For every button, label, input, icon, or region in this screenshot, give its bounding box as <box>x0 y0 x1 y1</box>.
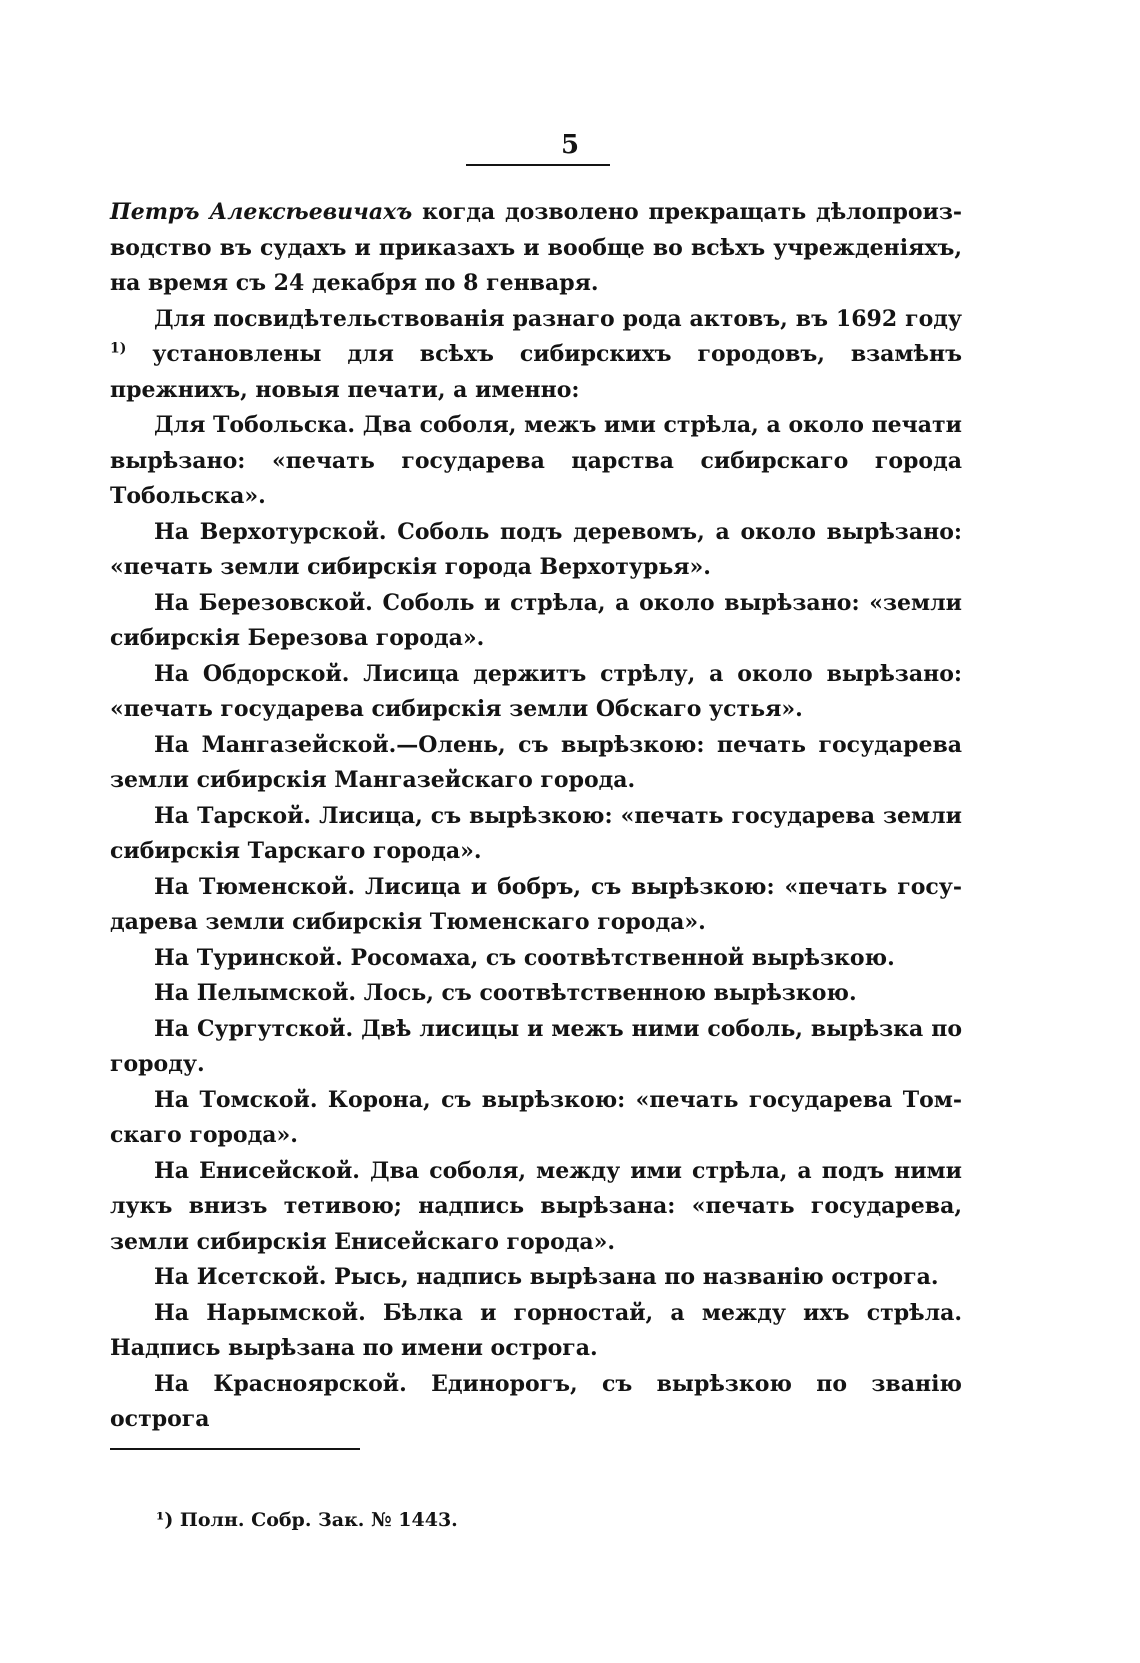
paragraph: На Исетской. Рысь, надпись вырѣзана по названію острога. <box>154 1264 939 1290</box>
paragraph: На Тарской. Лисица, съ вырѣзкою: «печать государева земли сибирскія Тарскаго города». <box>110 802 962 864</box>
footnote-text: Полн. Собр. Зак. № 1443. <box>173 1509 458 1531</box>
paragraph: На Мангазейской.—Олень, съ вырѣзкою: печать государева земли сибирскія Мангазейскаго города. <box>110 731 962 793</box>
footnote-rule <box>110 1448 360 1450</box>
paragraph <box>110 302 962 409</box>
paragraph <box>110 195 962 302</box>
paragraph: На Верхотурской. Соболь подъ деревомъ, а около вырѣзано: «печать земли сибирскія города Верхотурья». <box>110 518 962 580</box>
paragraph: Для Тобольска. Два соболя, межъ ими стрѣла, а около печати вырѣзано: «печать государева царства сибирскаго города Тобольска». <box>110 412 962 509</box>
paragraph-text: установлены для всѣхъ сибирскихъ городовъ, взамѣнъ прежнихъ, новыя печати, а именно: <box>110 341 962 403</box>
paragraph: На Туринской. Росомаха, съ соотвѣтственной вырѣзкою. <box>154 944 895 971</box>
paragraph: На Красноярской. Единорогъ, съ вырѣзкою по званію острога <box>110 1370 962 1432</box>
footnote-reference: 1) <box>110 340 127 357</box>
main-text <box>110 195 962 1438</box>
paragraph: На Обдорской. Лисица держитъ стрѣлу, а около вырѣзано: «печать государева сибирскія земли Обскаго устья». <box>110 660 962 722</box>
paragraph: На Пелымской. Лось, съ соотвѣтственною вырѣзкою. <box>154 980 857 1006</box>
paragraph-text: когда дозволено прекращать дѣлопроизводство въ судахъ и приказахъ и вообще во всѣхъ учрежденіяхъ, на время съ 24 декабря по 8 генваря. <box>110 199 963 296</box>
footnote-marker: ¹) <box>156 1509 174 1531</box>
paragraph: На Нарымской. Бѣлка и горностай, а между ихъ стрѣла. Надпись вырѣзана по имени острога. <box>110 1299 962 1361</box>
paragraph: На Енисейской. Два соболя, между ими стрѣла, а подъ ними лукъ внизъ тетивою; надпись вырѣзана: «печать государева, земли сибирскія Енисейскаго города». <box>110 1157 962 1255</box>
paragraph: На Березовской. Соболь и стрѣла, а около вырѣзано: «земли сибирскія Березова города». <box>110 589 962 651</box>
paragraph: На Сургутской. Двѣ лисицы и межъ ними соболь, вырѣзка по городу. <box>110 1015 962 1077</box>
italic-name: Петръ Алексѣевичахъ <box>110 199 413 225</box>
page-number: 5 <box>560 130 580 160</box>
paragraph: На Томской. Корона, съ вырѣзкою: «печать государева Томскаго города». <box>110 1086 962 1148</box>
footnote <box>156 1506 856 1534</box>
page-number-rule <box>466 164 610 166</box>
paragraph: На Тюменской. Лисица и бобръ, съ вырѣзкою: «печать государева земли сибирскія Тюменскаго города». <box>110 873 962 935</box>
paragraph-text: Для посвидѣтельствованія разнаго рода актовъ, въ 1692 году <box>154 305 962 332</box>
